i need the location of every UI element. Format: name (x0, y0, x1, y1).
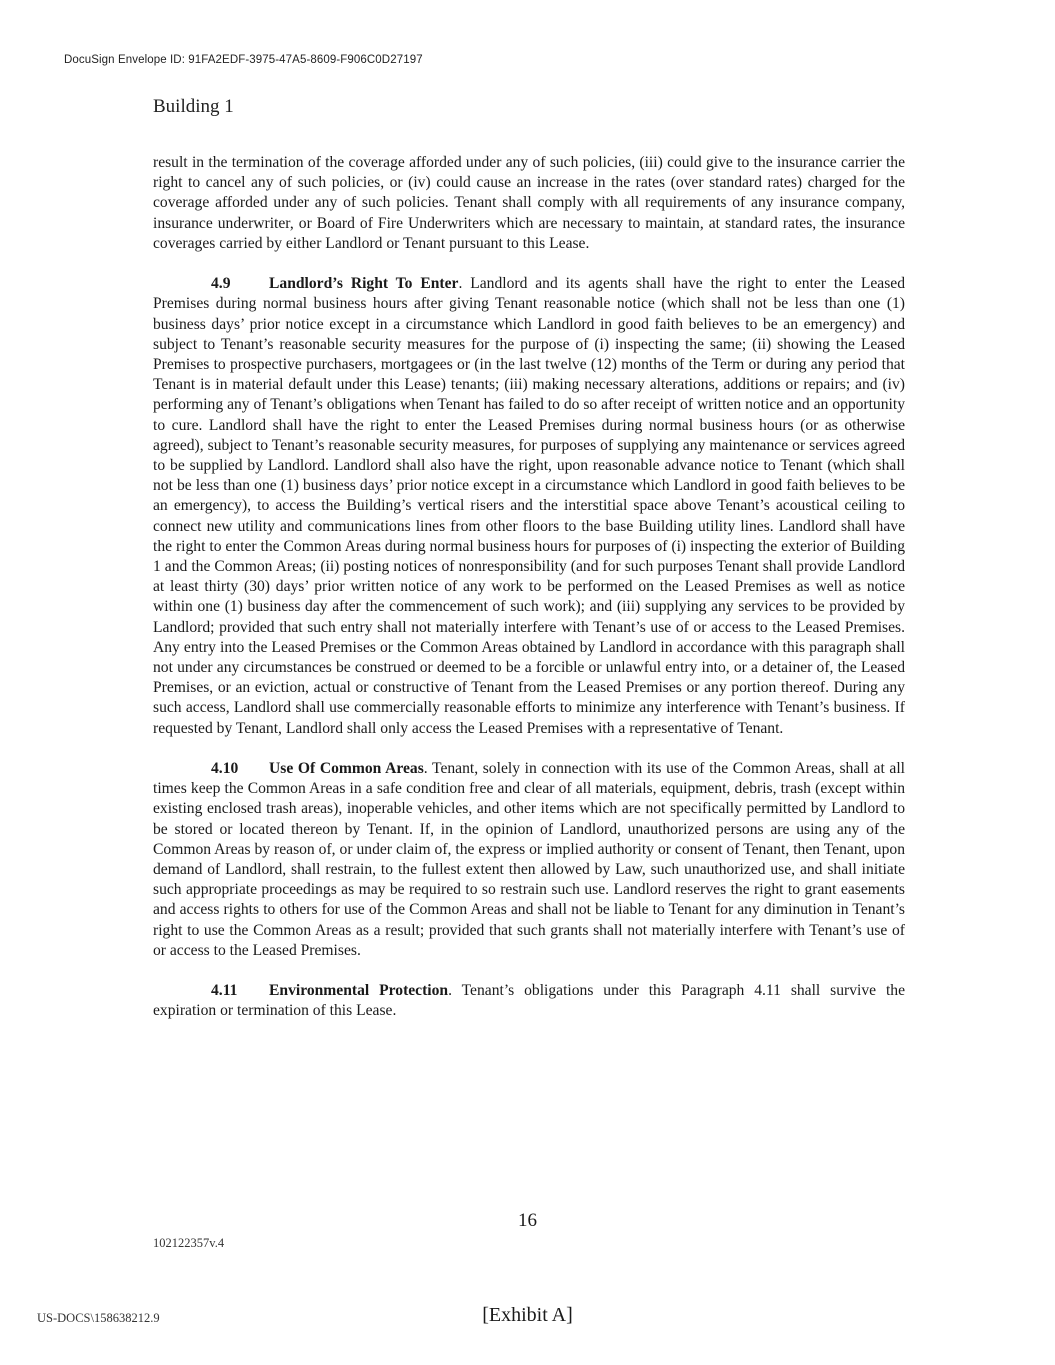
building-label: Building 1 (153, 96, 234, 117)
exhibit-label: [Exhibit A] (482, 1304, 573, 1326)
document-version-number: 102122357v.4 (153, 1236, 225, 1250)
section-4-11-text: . Tenant’s obligations under this Paragraph 4.11 shall survive the expiration or termination of this Lease. (153, 982, 906, 1020)
lease-body (153, 153, 905, 1042)
section-4-9-number: 4.9 (211, 275, 231, 293)
section-4-10-text: . Tenant, solely in connection with its use of the Common Areas, shall at all times keep the Common Areas in a safe condition free and clear of all materials, equipment, debris, trash (except within existing enclosed trash areas), inoperable vehicles, and other items which are not specifically permitted by Landlord to be stored or located thereon by Tenant. If, in the opinion of Landlord, unauthorized persons are using any of the Common Areas by reason of, or under claim of, the express or implied authority or consent of Tenant, then Tenant, upon demand of Landlord, shall restrain, to the fullest extent then allowed by Law, such unauthorized use, and shall initiate such appropriate proceedings as may be required to so restrain such use. Landlord reserves the right to grant easements and access rights to others for use of the Common Areas and shall not be liable to Tenant for any diminution in Tenant’s right to use the Common Areas as a result; provided that such grants shall not materially interfere with Tenant’s use of or access to the Leased Premises. (153, 760, 905, 959)
continuation-paragraph: result in the termination of the coverage afforded under any of such policies, (iii) could give to the insurance carrier the right to cancel any of such policies, or (iv) could cause an increase in the rates (over standard rates) charged for the coverage afforded under any of such policies. Tenant shall comply with all requirements of any insurance company, insurance underwriter, or Board of Fire Underwriters which are necessary to maintain, at standard rates, the insurance coverages carried by either Landlord or Tenant pursuant to this Lease. (153, 154, 905, 252)
section-4-10 (153, 759, 905, 961)
section-4-9-heading: Landlord’s Right To Enter (269, 275, 459, 293)
section-4-11 (153, 981, 905, 1021)
docusign-envelope-id: DocuSign Envelope ID: 91FA2EDF-3975-47A5-8609-F906C0D27197 (64, 54, 423, 66)
page-number: 16 (518, 1210, 537, 1231)
section-4-11-heading: Environmental Protection (269, 982, 449, 1000)
section-4-11-number: 4.11 (211, 982, 238, 1000)
section-4-10-heading: Use Of Common Areas (269, 760, 424, 778)
section-4-10-number: 4.10 (211, 760, 239, 778)
us-docs-reference: US-DOCS\158638212.9 (37, 1311, 160, 1325)
section-4-9 (153, 274, 905, 739)
section-4-9-text: . Landlord and its agents shall have the right to enter the Leased Premises during normal business hours after giving Tenant reasonable notice (which shall not be less than one (1) business days’ prior notice except in a circumstance which Landlord in good faith believes to be an emergency) and subject to Tenant’s reasonable security measures for the purpose of (i) inspecting the same; (ii) showing the Leased Premises to prospective purchasers, mortgagees or (in the last twelve (12) months of the Term or during any period that Tenant is in material default under this Lease) tenants; (iii) making necessary alterations, additions or repairs; and (iv) performing any of Tenant’s obligations when Tenant has failed to do so after receipt of written notice and an opportunity to cure. Landlord shall have the right to enter the Leased Premises during normal business hours (or as otherwise agreed), subject to Tenant’s reasonable security measures, for purposes of supplying any maintenance or services agreed to be supplied by Landlord. Landlord shall also have the right, upon reasonable advance notice to Tenant (which shall not be less than one (1) business days’ prior notice except in a circumstance which Landlord in good faith believes to be an emergency), to access the Building’s vertical risers and the interstitial space above Tenant’s acoustical ceiling to connect new utility and communications lines from other floors to the base Building utility lines. Landlord shall have the right to enter the Common Areas during normal business hours for purposes of (i) inspecting the exterior of Building 1 and the Common Areas; (ii) posting notices of nonresponsibility (and for such purposes Tenant shall provide Landlord at least thirty (30) days’ prior written notice of any work to be performed on the Leased Premises as well as notice within one (1) business day after the commencement of such work); and (iii) supplying any services to be provided by Landlord; provided that such entry shall not materially interfere with Tenant’s use of or access to the Leased Premises. Any entry into the Leased Premises or the Common Areas obtained by Landlord in accordance with this paragraph shall not under any circumstances be construed or deemed to be a forcible or unlawful entry into, or a detainer of, the Leased Premises, or an eviction, actual or constructive of Tenant from the Leased Premises or any portion thereof. During any such access, Landlord shall use commercially reasonable efforts to minimize any interference with Tenant’s business. If requested by Tenant, Landlord shall only access the Leased Premises with a representative of Tenant. (153, 275, 905, 737)
